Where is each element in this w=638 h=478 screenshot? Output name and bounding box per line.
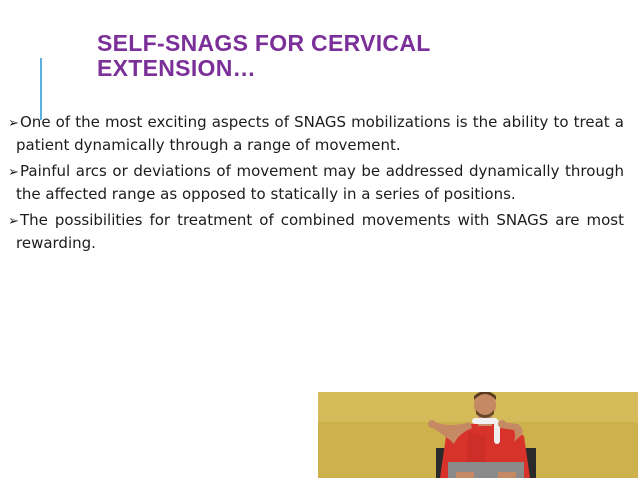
arrow-bullet-icon: ➢	[8, 214, 19, 229]
bullet-list	[8, 112, 624, 259]
bullet-text: The possibilities for treatment of combined movements with SNAGS are most rewarding.	[16, 211, 624, 252]
bullet-text: Painful arcs or deviations of movement may be addressed dynamically through the affected range as opposed to statically in a series of positions.	[16, 162, 624, 203]
bullet-item	[8, 161, 624, 204]
exercise-photo	[318, 392, 638, 478]
bullet-text: One of the most exciting aspects of SNAGS mobilizations is the ability to treat a patient dynamically through a range of movement.	[16, 113, 624, 154]
arrow-bullet-icon: ➢	[8, 165, 19, 180]
slide-title: SELF-SNAGS FOR CERVICAL EXTENSION…	[97, 30, 431, 81]
bullet-item	[8, 210, 624, 253]
seated-man-self-snag-illustration	[318, 392, 638, 478]
bullet-item	[8, 112, 624, 155]
arrow-bullet-icon: ➢	[8, 116, 19, 131]
accent-line	[40, 58, 42, 120]
